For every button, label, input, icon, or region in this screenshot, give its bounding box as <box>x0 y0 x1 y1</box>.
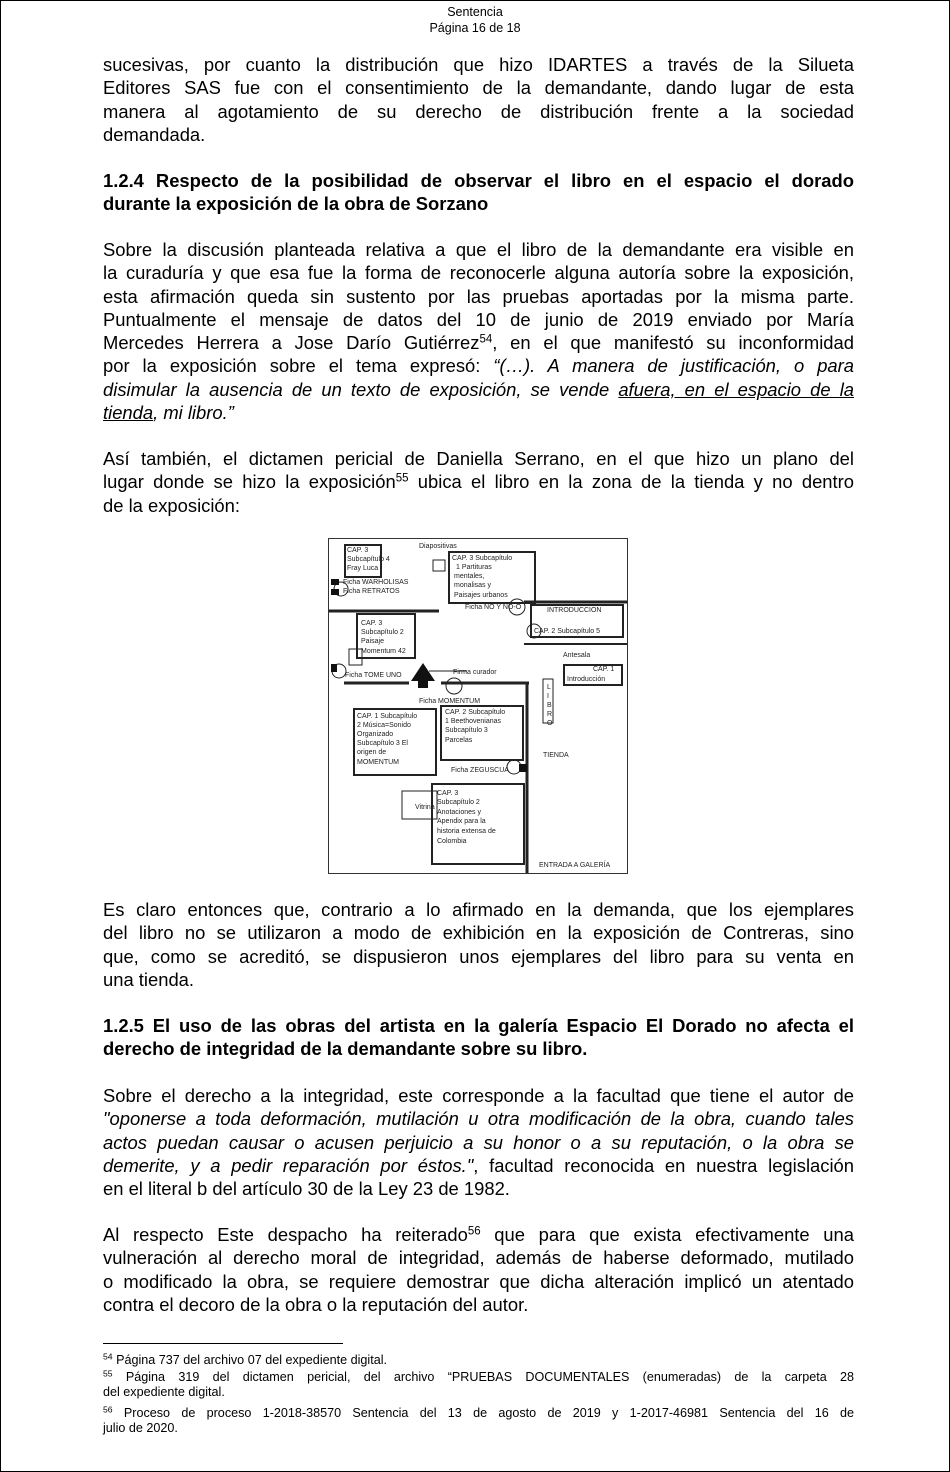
label-cap1-sub2-4: Subcapítulo 3 El <box>357 740 408 747</box>
text-line: que, como se acreditó, se dispusieron unos ejemplares del libro para su venta en <box>103 945 854 967</box>
label-cap3-sub1-5: Paisajes urbanos <box>454 592 508 599</box>
text-line: o modificado la obra, se requiere demostrar que dicha alteración implicó un atentado <box>103 1270 854 1292</box>
quote-segment: disimular la ausencia de un texto de exposición, se vende <box>103 378 619 400</box>
quote-segment: “(…). A manera de justificación, o para <box>493 355 855 377</box>
label-firma-curador: Firma curador <box>453 669 497 676</box>
footnote-56-end <box>103 1421 854 1436</box>
footnote-line <box>103 1370 854 1385</box>
label-cap3-fray-1: CAP. 3 <box>347 547 369 554</box>
label-cap1-sub2-5: origen de <box>357 749 387 756</box>
text-line: Es claro entonces que, contrario a lo afirmado en la demanda, que los ejemplares <box>103 899 854 920</box>
footnote-ref-56: 56 <box>467 1225 481 1238</box>
label-cap1-sub2-1: CAP. 1 Subcapítulo <box>357 713 418 720</box>
text-line: "oponerse a toda deformación, mutilación u otra modificación de la obra, cuando tales <box>103 1108 854 1130</box>
text-line <box>103 331 854 354</box>
underlined-segment: afuera, en el espacio de la <box>618 378 855 400</box>
label-libro-b: B <box>547 702 552 709</box>
text-line <box>103 378 854 401</box>
quote-segment: , mi libro.” <box>153 402 234 423</box>
text-line: esta afirmación queda sin sustento por las pruebas aportadas por la misma parte. <box>103 285 854 307</box>
section-heading-1-2-5 <box>103 1014 854 1037</box>
heading-line: 1.2.5 El uso de las obras del artista en la galería Espacio El Dorado no afecta el <box>103 1015 854 1036</box>
text-line: Sobre el derecho a la integridad, este corresponde a la facultad que tiene el autor de <box>103 1085 854 1106</box>
paragraph-3-end <box>103 494 854 517</box>
text-line: demandada. <box>103 124 206 145</box>
document-title: Sentencia <box>447 5 503 19</box>
paragraph-1 <box>103 53 854 123</box>
label-libro-i: I <box>547 693 549 700</box>
text-line <box>103 1154 854 1177</box>
label-cap3-anot-5: historia extensa de <box>437 828 496 835</box>
label-cap2-sub1-2: 1 Beethovenianas <box>445 718 502 725</box>
heading-line: derecho de integridad de la demandante sobre su libro. <box>103 1038 588 1059</box>
heading-line: 1.2.4 Respecto de la posibilidad de observar el libro en el espacio el dorado <box>103 170 854 191</box>
paragraph-4 <box>103 898 854 968</box>
footnote-number: 54 <box>103 1351 113 1362</box>
underlined-segment: tienda <box>103 402 154 423</box>
text-line: contra el decoro de la obra o la reputación del autor. <box>103 1294 529 1315</box>
text-segment: , facultad reconocida en nuestra legislación <box>473 1154 854 1176</box>
text-line: actos puedan causar o acusen perjuicio a su honor o a su reputación, o la obra se <box>103 1131 854 1153</box>
label-ficha-no-y-no: Ficha NO Y NO-O <box>465 604 522 611</box>
label-antesala: Antesala <box>563 652 591 659</box>
label-cap3-fray-3: Fray Luca <box>347 565 379 572</box>
paragraph-3 <box>103 447 854 494</box>
label-cap1-intro-2: Introducción <box>567 676 606 683</box>
label-cap3-anot-4: Apendix para la <box>437 818 486 825</box>
paragraph-6 <box>103 1223 854 1293</box>
text-line <box>103 401 854 424</box>
label-cap3-anot-6: Colombia <box>437 838 467 845</box>
footnote-ref-55: 55 <box>395 472 409 485</box>
label-entrada-galeria: ENTRADA A GALERÍA <box>539 862 611 869</box>
text-segment: ubica el libro en la zona de la tienda y no dentro <box>408 471 854 493</box>
paragraph-4-end <box>103 968 854 991</box>
text-line <box>103 1223 854 1246</box>
section-heading-1-2-4-end <box>103 192 854 215</box>
text-line: Así también, el dictamen pericial de Daniella Serrano, en el que hizo un plano del <box>103 448 854 469</box>
footnote-56 <box>103 1406 854 1421</box>
label-cap3-fray-2: Subcapítulo 4 <box>347 556 390 563</box>
footnote-number: 55 <box>103 1368 113 1379</box>
section-heading-1-2-5-end <box>103 1037 854 1060</box>
text-line: sucesivas, por cuanto la distribución que hizo IDARTES a través de la Silueta <box>103 54 854 75</box>
label-diapositivas: Diapositivas <box>419 543 457 550</box>
paragraph-1-end <box>103 123 854 146</box>
quote-segment: demerite, y a pedir reparación por éstos." <box>103 1154 474 1176</box>
label-cap1-intro-1: CAP. 1 <box>593 666 615 673</box>
label-vitrina: Vitrina <box>415 804 435 811</box>
footnote-line: del expediente digital. <box>103 1385 225 1399</box>
label-cap3-sub1-3: mentales, <box>454 573 485 580</box>
paragraph-5 <box>103 1084 854 1177</box>
label-ficha-momentum: Ficha MOMENTUM <box>419 698 481 705</box>
label-cap2-sub5: CAP. 2 Subcapítulo 5 <box>534 628 601 635</box>
label-cap3-sub1-2: 1 Partituras <box>456 564 492 571</box>
label-cap2-sub1-4: Parcelas <box>445 737 473 744</box>
footnote-line: julio de 2020. <box>103 1421 178 1435</box>
text-segment: por la exposición sobre el tema expresó: <box>103 355 494 377</box>
label-cap3-anot-3: Anotaciones y <box>437 809 481 816</box>
label-cap3-paisaje-4: Momentum 42 <box>361 648 406 655</box>
label-ficha-tome-uno: Ficha TOME UNO <box>345 672 402 679</box>
text-segment: , en el que manifestó su inconformidad <box>492 332 854 354</box>
label-cap1-sub2-6: MOMENTUM <box>357 759 399 766</box>
text-segment: Al respecto Este despacho ha reiterado <box>103 1224 468 1245</box>
text-line: Sobre la discusión planteada relativa a que el libro de la demandante era visible en <box>103 239 854 260</box>
label-introduccion: INTRODUCCIÓN <box>547 607 602 614</box>
text-line: manera al agotamiento de su derecho de distribución frente a la sociedad <box>103 100 854 122</box>
text-line: una tienda. <box>103 969 195 990</box>
footnote-55-end <box>103 1385 854 1400</box>
section-heading-1-2-4 <box>103 169 854 192</box>
label-cap3-sub1-4: monalisas y <box>454 582 491 589</box>
text-line: Editores SAS fue con el consentimiento de la demandante, dando lugar de esta <box>103 77 854 99</box>
text-line: del libro no se utilizaron a modo de exhibición en la exposición de Contreras, sino <box>103 922 854 944</box>
footnote-55 <box>103 1370 854 1385</box>
text-line: en el literal b del artículo 30 de la Ley 23 de 1982. <box>103 1178 510 1199</box>
label-ficha-zeguscua: Ficha ZEGUSCUA <box>451 767 509 774</box>
footnote-separator <box>103 1343 343 1344</box>
page-number: Página 16 de 18 <box>429 21 521 35</box>
label-libro-o: O <box>547 720 553 727</box>
label-cap1-sub2-2: 2 Música=Sonido <box>357 722 411 729</box>
footnote-text: Proceso de proceso 1-2018-38570 Sentencia del 13 de agosto de 2019 y 1-2017-46981 Sentencia del 16 de <box>123 1406 854 1420</box>
label-cap3-paisaje-3: Paisaje <box>361 638 384 645</box>
label-tienda: TIENDA <box>543 752 569 759</box>
label-ficha-retratos: Ficha RETRATOS <box>343 588 400 595</box>
footnote-line <box>103 1353 854 1368</box>
label-ficha-warholisas: Ficha WARHOLISAS <box>343 579 409 586</box>
label-cap3-paisaje-2: Subcapítulo 2 <box>361 629 404 636</box>
paragraph-2 <box>103 238 854 401</box>
label-cap2-sub1-3: Subcapítulo 3 <box>445 727 488 734</box>
paragraph-5-end <box>103 1177 854 1200</box>
label-cap3-paisaje-1: CAP. 3 <box>361 620 383 627</box>
text-line <box>103 354 854 377</box>
text-line: la curaduría y que esa fue la forma de reconocerle alguna autoría sobre la exposición, <box>103 262 854 284</box>
paragraph-6-end <box>103 1293 854 1316</box>
label-libro-r: R <box>547 711 553 718</box>
label-cap3-anot-2: Subcapítulo 2 <box>437 799 480 806</box>
heading-line: durante la exposición de la obra de Sorzano <box>103 193 489 214</box>
text-line: de la exposición: <box>103 495 240 516</box>
label-cap3-anot-1: CAP. 3 <box>437 790 459 797</box>
label-cap1-sub2-3: Organizado <box>357 731 394 738</box>
text-line: vulneración al derecho moral de integridad, además de haberse deformado, mutilado <box>103 1247 854 1269</box>
label-cap3-sub1-1: CAP. 3 Subcapítulo <box>452 555 513 562</box>
footnote-54 <box>103 1353 854 1368</box>
text-segment: lugar donde se hizo la exposición <box>103 471 396 493</box>
footnote-ref-54: 54 <box>479 333 493 346</box>
footnote-line <box>103 1406 854 1421</box>
footnote-text: Página 737 del archivo 07 del expediente digital. <box>116 1353 388 1367</box>
text-segment: que para que exista efectivamente una <box>480 1224 854 1245</box>
label-libro-l: L <box>547 684 551 691</box>
label-cap2-sub1-1: CAP. 2 Subcapítulo <box>445 709 506 716</box>
text-segment: Mercedes Herrera a Jose Darío Gutiérrez <box>103 332 480 354</box>
text-line <box>103 470 854 493</box>
text-line: Puntualmente el mensaje de datos del 10 de junio de 2019 enviado por María <box>103 308 854 330</box>
footnote-number: 56 <box>103 1404 113 1415</box>
exhibition-floor-plan <box>328 538 628 874</box>
paragraph-2-end <box>103 401 854 424</box>
footnote-text: Página 319 del dictamen pericial, del archivo “PRUEBAS DOCUMENTALES (enumeradas) de la carpeta 28 <box>125 1370 854 1384</box>
